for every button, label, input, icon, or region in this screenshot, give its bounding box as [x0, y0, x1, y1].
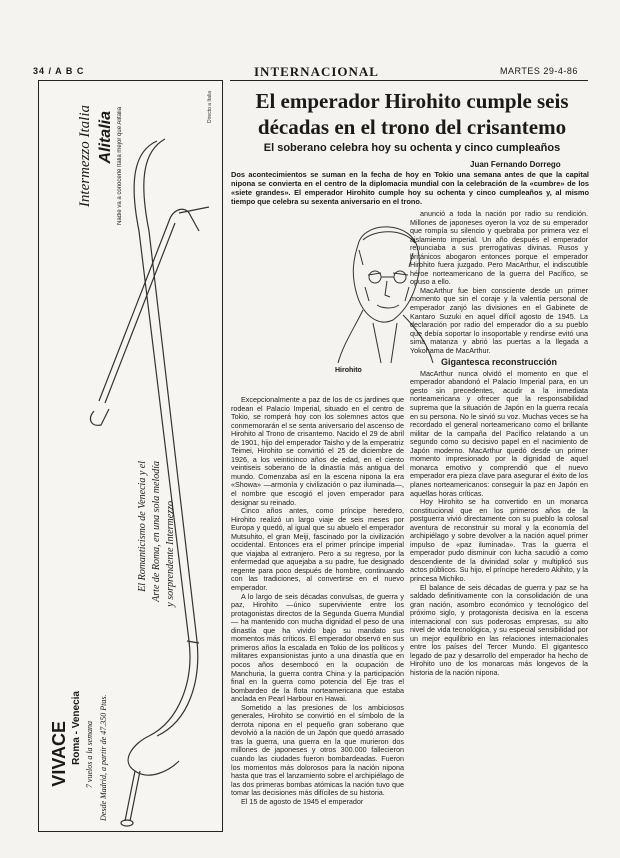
ad-verse-2: Arte de Roma, en una sola melodía [151, 461, 162, 602]
col1-paragraph: Sometido a las presiones de los ambiciosos generales, Hirohito se convirtió en el símbolo de la derrota nipona en el pequeño gran soberano que devolvió a la nación de un Japón que quedó arrasado tras la guerra, una guerra en la que murieron dos millones de japoneses y otros 300.000 fallecieron cuando las ciudades fueron bombardeadas. Fueron los momentos más dolorosos para la nación nipona hasta que tras el lanzamiento sobre el archipiélago de las dos primeras bombas atómicas la nación tuvo que tomar las decisiones más difíciles de su historia. [231, 702, 404, 798]
ad-side-credit: Directo a Italia [207, 91, 213, 123]
issue-date: MARTES 29-4-86 [500, 66, 578, 76]
col1-paragraph: Cinco años antes, como príncipe heredero, Hirohito realizó un largo viaje de seis meses por Europa y quedó, al igual que su abuelo el emperador Mutsuhito, el gran Meiji, fascinado por la civilización occidental. Entonces era el primer príncipe imperial que viajaba al extranjero. Pero a su regreso, por la enfermedad que aquejaba a su padre, fue designado regente para poco después de hombre, continuando con las tradiciones, al convertirse en el nuevo emperador. [231, 506, 404, 593]
ad-verse-3: y sorprendente Intermezzo [165, 501, 176, 607]
section-subtitle: Gigantesca reconstrucción [440, 357, 558, 368]
col1-paragraph: El 15 de agosto de 1945 el emperador [241, 796, 364, 806]
page-header [0, 66, 620, 80]
article-byline: Juan Fernando Dorrego [470, 160, 561, 169]
col2-paragraph: MacArthur nunca olvidó el momento en que el emperador abandonó el Palacio Imperial para, en un gesto sin precedentes, acudir a la inmediata norteamericana y ofrecer que la responsabilidad suprema que la situación de Japón en la guerra recaía en su persona. No le sirvió su voz. Muchas veces se ha recordado el general norteamericano como el brillante militar de la campaña del Pacífico relatando a un segundo como su decisivo papel en el nacimiento de Japón moderno. MacArthur quedó desde un primer momento impresionado por la dignidad de aquel monarca emotivo y comprendió que el nuevo emperador era pieza clave para asegurar el éxito de los planes norteamericanos: conseguir la paz en Japón en aquellas horas críticas. [410, 368, 588, 498]
page-number: 34 / A B C [33, 66, 85, 76]
ad-verse-1: El Romanticismo de Venecia y el [137, 461, 148, 592]
article-subhead: El soberano celebra hoy su ochenta y cinco cumpleaños [263, 142, 561, 154]
col1-paragraph: Excepcionalmente a paz de los de cs jardines que rodean el Palacio Imperial, situado en el centro de Tokio, se romperá hoy con los solemnes actos que conmemorarán el se senta aniversario del ascenso de Hirohito al Trono de crisantemo. Nacido el 29 de abril de 1901, hijo del emperador Taisho y de la emperatriz Teimei, Hirohito se convirtió el 25 de diciembre de 1926, a los veinticinco años de edad, en el ciento veintiseis soberano de la dinastía más antigua del mundo. Comenzaba así en la escena nipona la era «Showa» —armonía y civilización o paz iluminada—, el nombre que escogió el joven emperador para designar su reinado. [231, 395, 404, 507]
col2-paragraph: El balance de seis décadas de guerra y paz se ha saldado definitivamente con la consolidación de una gran nación, asombro económico y tecnológico del próximo siglo, y protagonista decisiva en la escena internacional con sus poderosas empresas, su alto nivel de vida tecnológica, y su especial sensibilidad por un mejor equilibrio en las relaciones internacionales entre los países del Tercer Mundo. El gigantesco legado de paz y desarrollo del emperador ha hecho de Hirohito uno de los monarcas más longevos de la historia de la nación nipona. [410, 582, 588, 677]
photo-caption: Hirohito [335, 367, 362, 374]
col2-paragraph: anunció a toda la nación por radio su rendición. Millones de japoneses oyeron la voz de su emperador que rompía su silencio y quebraba por primera vez el aislamiento imperial. Un año después el emperador renunciaba a sus prerrogativas divinas. Rusos y británicos abogaron entonces porque el emperador Hirohito fuera juzgado. Pero MacArthur, el indiscutible héroe norteamericano de la guerra del Pacífico, se opuso a ello. [410, 209, 588, 287]
article-column-2 [410, 210, 588, 678]
ad-vivace: VIVACE [49, 721, 69, 787]
ad-schedule: 7 vuelos a la semana [85, 721, 94, 789]
alitalia-advertisement [38, 80, 223, 832]
ad-brand: Alitalia [97, 111, 114, 164]
ad-tagline-main: Intermezzo Italia [77, 105, 93, 208]
col1-paragraph: A lo largo de seis décadas convulsas, de guerra y paz, Hirohito —único superviviente entre los protagonistas directos de la Segunda Guerra Mundial— ha mantenido con mucha dignidad el peso de una dinastía que ha vivido bajo su mandato sus momentos más críticos. El emperador observó en sus primeros años la escalada en Tokio de los políticos y militares expansionistas junto a una dinastía que en pocos años desembocó en la ocupación de Manchuria, la guerra contra China y la participación final en la guerra como potencia del Eje tras el bombardeo de la flota norteamericana que estaba anclada en Pearl Harbour en Hawai. [231, 591, 404, 704]
trombone-illustration [39, 81, 222, 831]
header-rule [230, 80, 588, 81]
ad-route: Roma - Venecia [71, 691, 82, 765]
col2-paragraph: MacArthur fue bien consciente desde un primer momento que sin el coraje y la valentía personal de emperador zanjó las divisiones en el Gabinete de Kantaro Suzuki en aquel difícil agosto de 1945. La declaración por radio del emperador dio a su pueblo que debía soportar lo insoportable y rendirse evitó una sima matanza y abrió las puertas a la llegada a Yokohama de MacArthur. [410, 285, 588, 355]
section-title: INTERNACIONAL [254, 64, 379, 79]
ad-tagline-small: Nadie va a conocerle Italia mejor que Alitalia [117, 106, 123, 225]
article-lead: Dos acontecimientos se suman en la fecha de hoy en Tokio una semana antes de que la capital nipona se convierta en el centro de la diplomacia mundial con la celebración de la «cumbre» de los «siete grandes». El emperador Hirohito cumple hoy su ochenta y cinco cumpleaños y, al mismo tiempo que celebra su sexenta aniversario en el trono. [231, 170, 589, 206]
article-headline [236, 88, 588, 140]
col2-paragraph: Hoy Hirohito se ha convertido en un monarca constitucional que en los primeros años de la postguerra vivió directamente con su pueblo la colosal aventura de reconstruir su moral y la economía del archipiélago y sobre devolver a la nación aquel primer impulso de «paz iluminada». Tras la guerra el emperador pudo disminuir con lucha sacudió a como descendiente de la divinidad solar y multiplicó sus actos públicos. Su hijo, el príncipe heredero Akihito, y la princesa Michiko. [410, 497, 588, 583]
headline-line-2: décadas en el trono del crisantemo [257, 115, 567, 139]
headline-line-1: El emperador Hirohito cumple seis [255, 89, 569, 113]
ad-price-line: Desde Madrid, a partir de 47.350 Ptas. [99, 694, 108, 821]
